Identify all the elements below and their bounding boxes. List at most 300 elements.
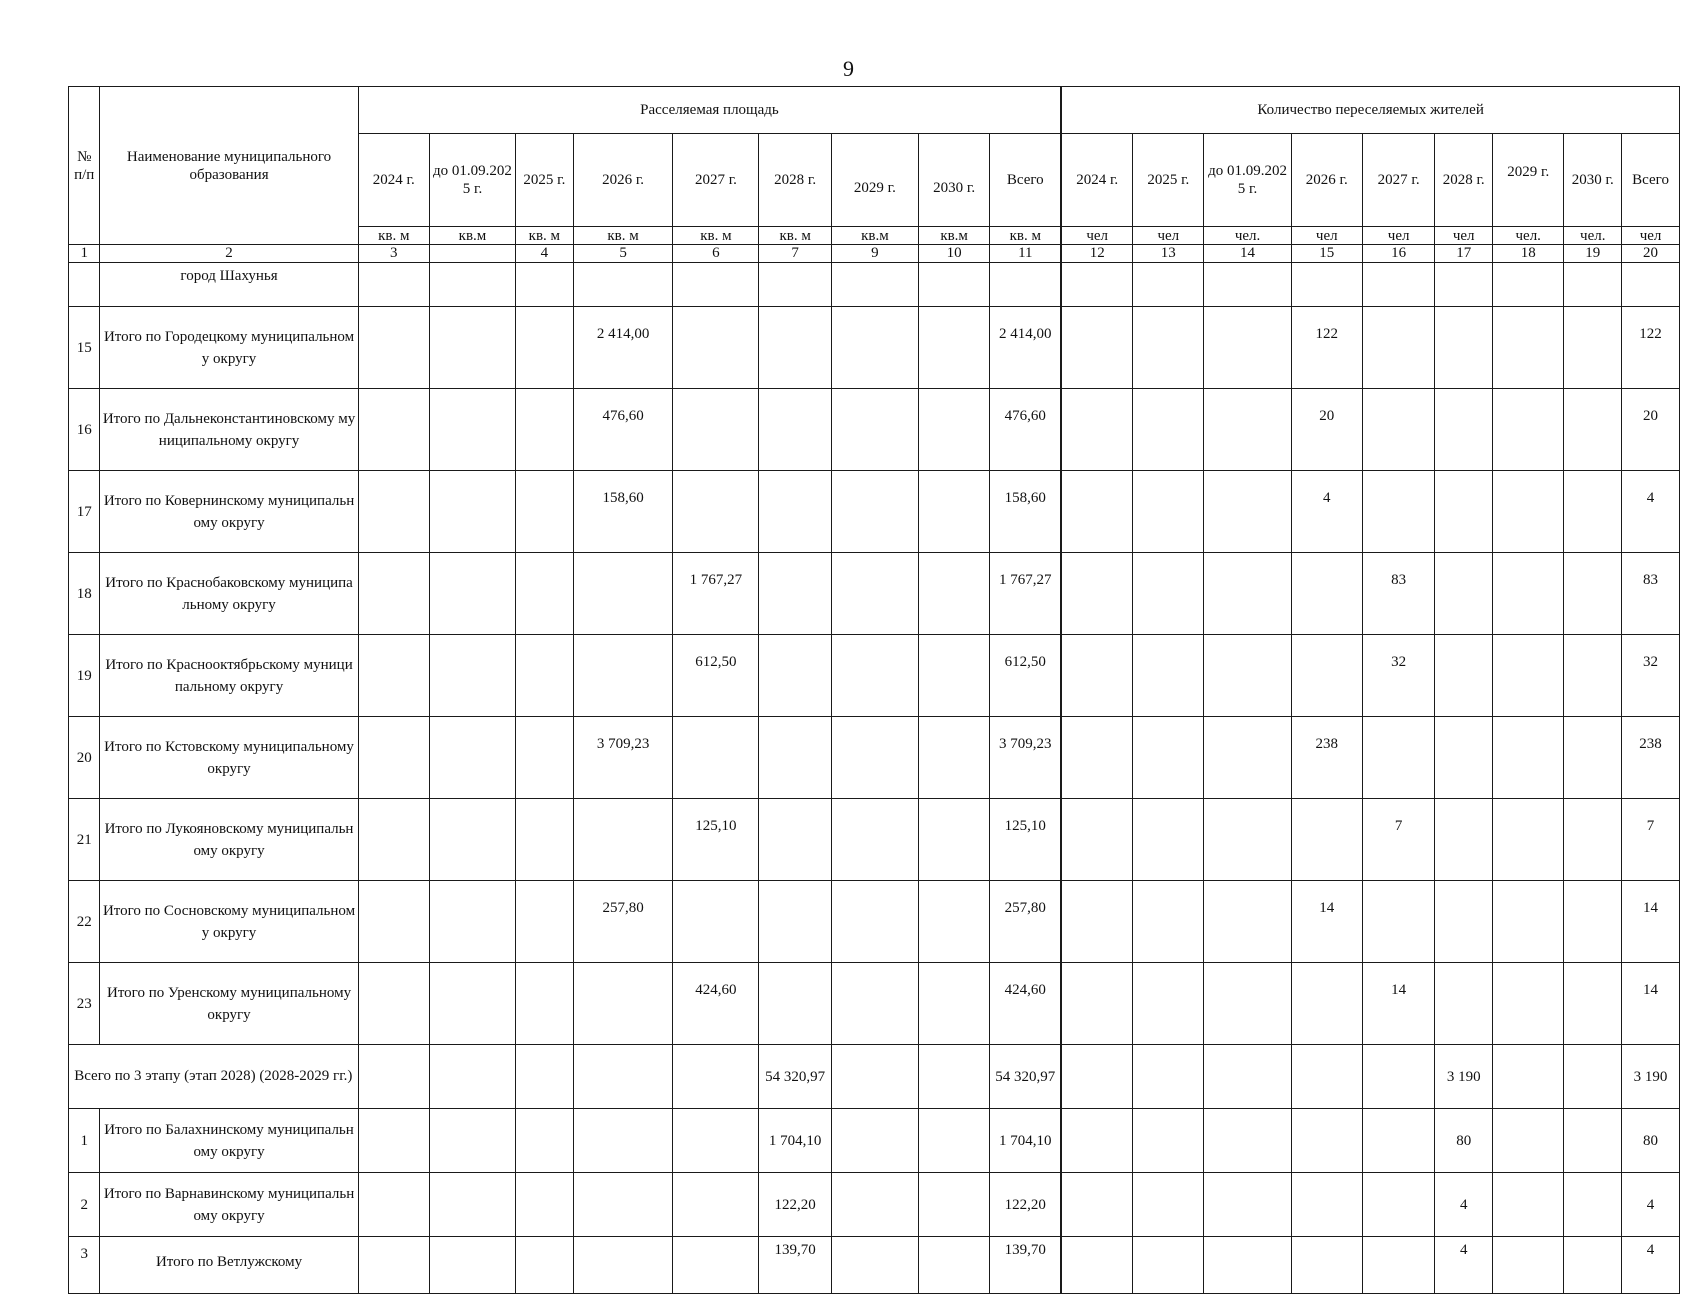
cell [1564, 263, 1622, 307]
area-cell [516, 389, 574, 471]
column-number: 10 [918, 245, 989, 263]
residents-cell [1204, 1237, 1291, 1294]
column-number: 19 [1564, 245, 1622, 263]
area-cell [831, 553, 918, 635]
header-unit: чел. [1564, 227, 1622, 245]
residents-cell [1435, 881, 1493, 963]
residents-cell: 14 [1622, 881, 1680, 963]
residents-cell [1061, 471, 1132, 553]
residents-cell [1362, 389, 1434, 471]
residents-cell [1204, 1173, 1291, 1237]
residents-cell [1133, 389, 1204, 471]
cell [1061, 263, 1132, 307]
residents-cell [1291, 963, 1362, 1045]
area-cell [429, 963, 515, 1045]
area-cell [516, 1045, 574, 1109]
area-cell [831, 1173, 918, 1237]
residents-cell: 80 [1435, 1109, 1493, 1173]
residents-cell: 4 [1622, 471, 1680, 553]
header-year: 2025 г. [1133, 134, 1204, 227]
header-unit: чел. [1493, 227, 1564, 245]
header-year: Всего [990, 134, 1061, 227]
area-cell [358, 881, 429, 963]
header-year: 2026 г. [1291, 134, 1362, 227]
residents-cell [1435, 635, 1493, 717]
row-number: 16 [69, 389, 100, 471]
residents-cell [1564, 799, 1622, 881]
area-cell [831, 1045, 918, 1109]
row-number: 23 [69, 963, 100, 1045]
residents-cell [1291, 799, 1362, 881]
column-number: 12 [1061, 245, 1132, 263]
area-cell [358, 717, 429, 799]
stage-total-row [69, 1045, 1680, 1109]
residents-cell [1493, 1045, 1564, 1109]
residents-cell [1435, 717, 1493, 799]
residents-cell: 14 [1622, 963, 1680, 1045]
residents-cell [1133, 799, 1204, 881]
residents-cell [1435, 389, 1493, 471]
table-row [69, 1237, 1680, 1294]
header-unit: чел [1133, 227, 1204, 245]
area-cell [429, 717, 515, 799]
residents-cell [1493, 471, 1564, 553]
cell [516, 263, 574, 307]
cell [1493, 263, 1564, 307]
header-unit: чел [1362, 227, 1434, 245]
residents-cell [1362, 1109, 1434, 1173]
residents-cell [1564, 1173, 1622, 1237]
residents-cell: 83 [1362, 553, 1434, 635]
area-cell: 1 704,10 [759, 1109, 831, 1173]
area-cell [673, 717, 759, 799]
residents-cell [1061, 881, 1132, 963]
table-row [69, 963, 1680, 1045]
area-cell [759, 635, 831, 717]
residents-cell [1291, 1173, 1362, 1237]
row-number: 1 [69, 1109, 100, 1173]
table-row [69, 635, 1680, 717]
table-row [69, 1109, 1680, 1173]
residents-cell [1564, 307, 1622, 389]
residents-cell: 3 190 [1622, 1045, 1680, 1109]
header-year: 2028 г. [1435, 134, 1493, 227]
area-cell [759, 963, 831, 1045]
table-row [69, 881, 1680, 963]
residents-cell [1493, 963, 1564, 1045]
column-number: 13 [1133, 245, 1204, 263]
area-cell [429, 1173, 515, 1237]
row-name: Итого по Краснооктябрьскому муниципальному округу [100, 635, 358, 717]
residents-cell: 238 [1291, 717, 1362, 799]
residents-cell: 3 190 [1435, 1045, 1493, 1109]
area-cell [673, 471, 759, 553]
header-num: № п/п [69, 87, 100, 245]
area-cell [918, 389, 989, 471]
residents-cell [1204, 307, 1291, 389]
area-cell [573, 1237, 673, 1294]
area-cell [429, 1237, 515, 1294]
column-number: 6 [673, 245, 759, 263]
residents-cell: 20 [1291, 389, 1362, 471]
row-name: Итого по Кстовскому муниципальному округу [100, 717, 358, 799]
area-cell [358, 307, 429, 389]
column-number: 2 [100, 245, 358, 263]
area-cell [918, 1237, 989, 1294]
residents-cell [1435, 799, 1493, 881]
area-cell: 125,10 [990, 799, 1061, 881]
area-cell [759, 553, 831, 635]
area-cell: 158,60 [990, 471, 1061, 553]
residents-cell [1362, 1173, 1434, 1237]
residents-cell: 122 [1291, 307, 1362, 389]
area-cell: 3 709,23 [990, 717, 1061, 799]
cell [990, 263, 1061, 307]
residents-cell [1564, 389, 1622, 471]
residents-cell [1435, 307, 1493, 389]
row-name: Итого по Ветлужскому [100, 1237, 358, 1294]
header-year: 2029 г. [831, 134, 918, 227]
residents-cell [1564, 553, 1622, 635]
residents-cell [1291, 1109, 1362, 1173]
cell [831, 263, 918, 307]
area-cell [358, 1237, 429, 1294]
residents-cell: 32 [1362, 635, 1434, 717]
table-row [69, 389, 1680, 471]
table-row [69, 471, 1680, 553]
residents-cell [1362, 881, 1434, 963]
residents-cell [1133, 963, 1204, 1045]
row-number: 21 [69, 799, 100, 881]
area-cell: 476,60 [990, 389, 1061, 471]
area-cell [831, 881, 918, 963]
residents-cell [1204, 635, 1291, 717]
header-unit: чел [1291, 227, 1362, 245]
header-unit: кв.м [918, 227, 989, 245]
header-year: 2024 г. [1061, 134, 1132, 227]
area-cell [918, 1045, 989, 1109]
area-cell [573, 1173, 673, 1237]
residents-cell [1133, 717, 1204, 799]
residents-cell [1204, 963, 1291, 1045]
area-cell [673, 389, 759, 471]
area-cell [759, 881, 831, 963]
header-unit: кв. м [516, 227, 574, 245]
area-cell [673, 307, 759, 389]
area-cell [831, 389, 918, 471]
residents-cell [1061, 963, 1132, 1045]
residents-cell [1291, 1045, 1362, 1109]
area-cell [759, 471, 831, 553]
column-number: 7 [759, 245, 831, 263]
residents-cell [1362, 717, 1434, 799]
column-number: 18 [1493, 245, 1564, 263]
residents-cell: 4 [1435, 1173, 1493, 1237]
column-number [429, 245, 515, 263]
column-number: 1 [69, 245, 100, 263]
area-cell [429, 1045, 515, 1109]
row-name: город Шахунья [100, 263, 358, 307]
residents-cell [1204, 717, 1291, 799]
residents-cell [1061, 307, 1132, 389]
header-year: 2024 г. [358, 134, 429, 227]
column-number: 9 [831, 245, 918, 263]
area-cell [429, 389, 515, 471]
residents-cell [1493, 307, 1564, 389]
area-cell [516, 635, 574, 717]
residents-cell [1133, 881, 1204, 963]
header-year: Всего [1622, 134, 1680, 227]
column-number: 17 [1435, 245, 1493, 263]
residents-cell [1204, 1045, 1291, 1109]
residents-cell [1435, 963, 1493, 1045]
area-cell [831, 1237, 918, 1294]
cell [1133, 263, 1204, 307]
row-number: 2 [69, 1173, 100, 1237]
residents-cell [1291, 635, 1362, 717]
residents-cell [1493, 553, 1564, 635]
residents-cell [1291, 553, 1362, 635]
residents-cell [1061, 799, 1132, 881]
row-name: Итого по Дальнеконстантиновскому муниципальному округу [100, 389, 358, 471]
cell [573, 263, 673, 307]
area-cell [673, 1045, 759, 1109]
area-cell [759, 389, 831, 471]
row-name: Итого по Балахнинскому муниципальному округу [100, 1109, 358, 1173]
residents-cell [1564, 1237, 1622, 1294]
area-cell [358, 1173, 429, 1237]
residents-cell [1061, 1109, 1132, 1173]
row-name: Итого по Городецкому муниципальному округу [100, 307, 358, 389]
table-row [69, 1173, 1680, 1237]
row-number: 22 [69, 881, 100, 963]
header-name: Наименование муниципального образования [100, 87, 358, 245]
header-unit: чел. [1204, 227, 1291, 245]
residents-cell [1493, 1109, 1564, 1173]
area-cell: 612,50 [990, 635, 1061, 717]
area-cell [831, 635, 918, 717]
header-year: 2026 г. [573, 134, 673, 227]
row-number: 3 [69, 1237, 100, 1294]
header-unit: чел [1061, 227, 1132, 245]
area-cell: 1 767,27 [673, 553, 759, 635]
header-unit: кв.м [831, 227, 918, 245]
residents-cell [1204, 881, 1291, 963]
residents-cell [1061, 1173, 1132, 1237]
area-cell [358, 471, 429, 553]
header-year: 2027 г. [1362, 134, 1434, 227]
area-cell: 2 414,00 [990, 307, 1061, 389]
table-row [69, 307, 1680, 389]
residents-cell [1564, 1045, 1622, 1109]
area-cell [831, 799, 918, 881]
area-cell [358, 635, 429, 717]
row-number: 20 [69, 717, 100, 799]
residents-cell: 20 [1622, 389, 1680, 471]
header-year: 2029 г. [1493, 134, 1564, 227]
stage-total-label: Всего по 3 этапу (этап 2028) (2028-2029 гг.) [69, 1045, 359, 1109]
residents-cell [1204, 471, 1291, 553]
header-unit: кв. м [358, 227, 429, 245]
area-cell [918, 717, 989, 799]
area-cell: 1 704,10 [990, 1109, 1061, 1173]
header-unit: кв.м [429, 227, 515, 245]
area-cell: 476,60 [573, 389, 673, 471]
residents-cell [1564, 963, 1622, 1045]
row-name: Итого по Сосновскому муниципальному округу [100, 881, 358, 963]
area-cell [516, 1173, 574, 1237]
area-cell: 424,60 [990, 963, 1061, 1045]
cell [673, 263, 759, 307]
area-cell: 54 320,97 [759, 1045, 831, 1109]
area-cell [831, 963, 918, 1045]
area-cell [759, 307, 831, 389]
cell [759, 263, 831, 307]
area-cell [516, 553, 574, 635]
area-cell [573, 553, 673, 635]
residents-cell: 14 [1362, 963, 1434, 1045]
table-row [69, 263, 1680, 307]
residents-cell [1133, 1045, 1204, 1109]
cell [1291, 263, 1362, 307]
column-number: 3 [358, 245, 429, 263]
residents-cell [1435, 553, 1493, 635]
column-number: 15 [1291, 245, 1362, 263]
area-cell [429, 635, 515, 717]
area-cell [429, 881, 515, 963]
area-cell [358, 1109, 429, 1173]
residents-cell: 32 [1622, 635, 1680, 717]
cell [429, 263, 515, 307]
area-cell [759, 717, 831, 799]
area-cell [918, 799, 989, 881]
row-name: Итого по Уренскому муниципальному округу [100, 963, 358, 1045]
area-cell [516, 799, 574, 881]
residents-cell [1204, 389, 1291, 471]
header-unit: кв. м [759, 227, 831, 245]
table-row [69, 799, 1680, 881]
row-number: 18 [69, 553, 100, 635]
header-unit: кв. м [990, 227, 1061, 245]
area-cell [429, 1109, 515, 1173]
residents-cell: 4 [1291, 471, 1362, 553]
row-name: Итого по Ковернинскому муниципальному округу [100, 471, 358, 553]
area-cell [358, 799, 429, 881]
area-cell [918, 471, 989, 553]
residents-cell [1493, 717, 1564, 799]
area-cell [358, 963, 429, 1045]
residents-cell [1133, 553, 1204, 635]
cell [1435, 263, 1493, 307]
residents-cell [1564, 635, 1622, 717]
residents-cell [1204, 553, 1291, 635]
area-cell [516, 717, 574, 799]
header-unit: кв. м [673, 227, 759, 245]
header-unit: кв. м [573, 227, 673, 245]
residents-cell: 80 [1622, 1109, 1680, 1173]
area-cell [918, 635, 989, 717]
column-number: 14 [1204, 245, 1291, 263]
residents-cell [1493, 389, 1564, 471]
residents-cell: 14 [1291, 881, 1362, 963]
cell [1622, 263, 1680, 307]
residents-cell [1564, 881, 1622, 963]
area-cell [673, 881, 759, 963]
table-row [69, 553, 1680, 635]
residents-cell: 7 [1622, 799, 1680, 881]
residents-cell: 4 [1622, 1173, 1680, 1237]
residents-cell [1133, 1237, 1204, 1294]
area-cell [573, 1109, 673, 1173]
area-cell [918, 1109, 989, 1173]
residents-cell: 4 [1622, 1237, 1680, 1294]
column-number: 4 [516, 245, 574, 263]
row-name: Итого по Лукояновскому муниципальному округу [100, 799, 358, 881]
area-cell [573, 635, 673, 717]
area-cell: 139,70 [990, 1237, 1061, 1294]
area-cell [429, 553, 515, 635]
residents-cell [1061, 635, 1132, 717]
residents-cell [1061, 1237, 1132, 1294]
row-number: 19 [69, 635, 100, 717]
area-cell: 54 320,97 [990, 1045, 1061, 1109]
area-cell: 2 414,00 [573, 307, 673, 389]
row-number: 17 [69, 471, 100, 553]
residents-cell [1564, 1109, 1622, 1173]
area-cell [831, 307, 918, 389]
residents-cell [1493, 635, 1564, 717]
area-cell [918, 963, 989, 1045]
header-area-group: Расселяемая площадь [358, 87, 1061, 134]
area-cell: 3 709,23 [573, 717, 673, 799]
header-year: до 01.09.2025 г. [1204, 134, 1291, 227]
residents-cell: 122 [1622, 307, 1680, 389]
area-cell: 257,80 [990, 881, 1061, 963]
row-name: Итого по Краснобаковскому муниципальному округу [100, 553, 358, 635]
column-number: 16 [1362, 245, 1434, 263]
table-row [69, 717, 1680, 799]
column-numbers-row [69, 245, 1680, 263]
cell [1362, 263, 1434, 307]
residents-cell [1133, 1173, 1204, 1237]
area-cell: 139,70 [759, 1237, 831, 1294]
cell [358, 263, 429, 307]
residents-cell [1564, 471, 1622, 553]
area-cell [831, 717, 918, 799]
area-cell: 122,20 [990, 1173, 1061, 1237]
area-cell [429, 307, 515, 389]
row-number [69, 263, 100, 307]
area-cell [918, 881, 989, 963]
area-cell [516, 1237, 574, 1294]
residents-cell [1493, 1237, 1564, 1294]
cell [918, 263, 989, 307]
area-cell [573, 799, 673, 881]
column-number: 11 [990, 245, 1061, 263]
residents-cell [1291, 1237, 1362, 1294]
column-number: 5 [573, 245, 673, 263]
residents-cell [1362, 471, 1434, 553]
header-year: 2030 г. [918, 134, 989, 227]
area-cell [573, 963, 673, 1045]
header-year: до 01.09.2025 г. [429, 134, 515, 227]
residents-cell [1061, 553, 1132, 635]
header-unit: чел [1435, 227, 1493, 245]
area-cell [673, 1237, 759, 1294]
area-cell [759, 799, 831, 881]
cell [1204, 263, 1291, 307]
area-cell [429, 471, 515, 553]
